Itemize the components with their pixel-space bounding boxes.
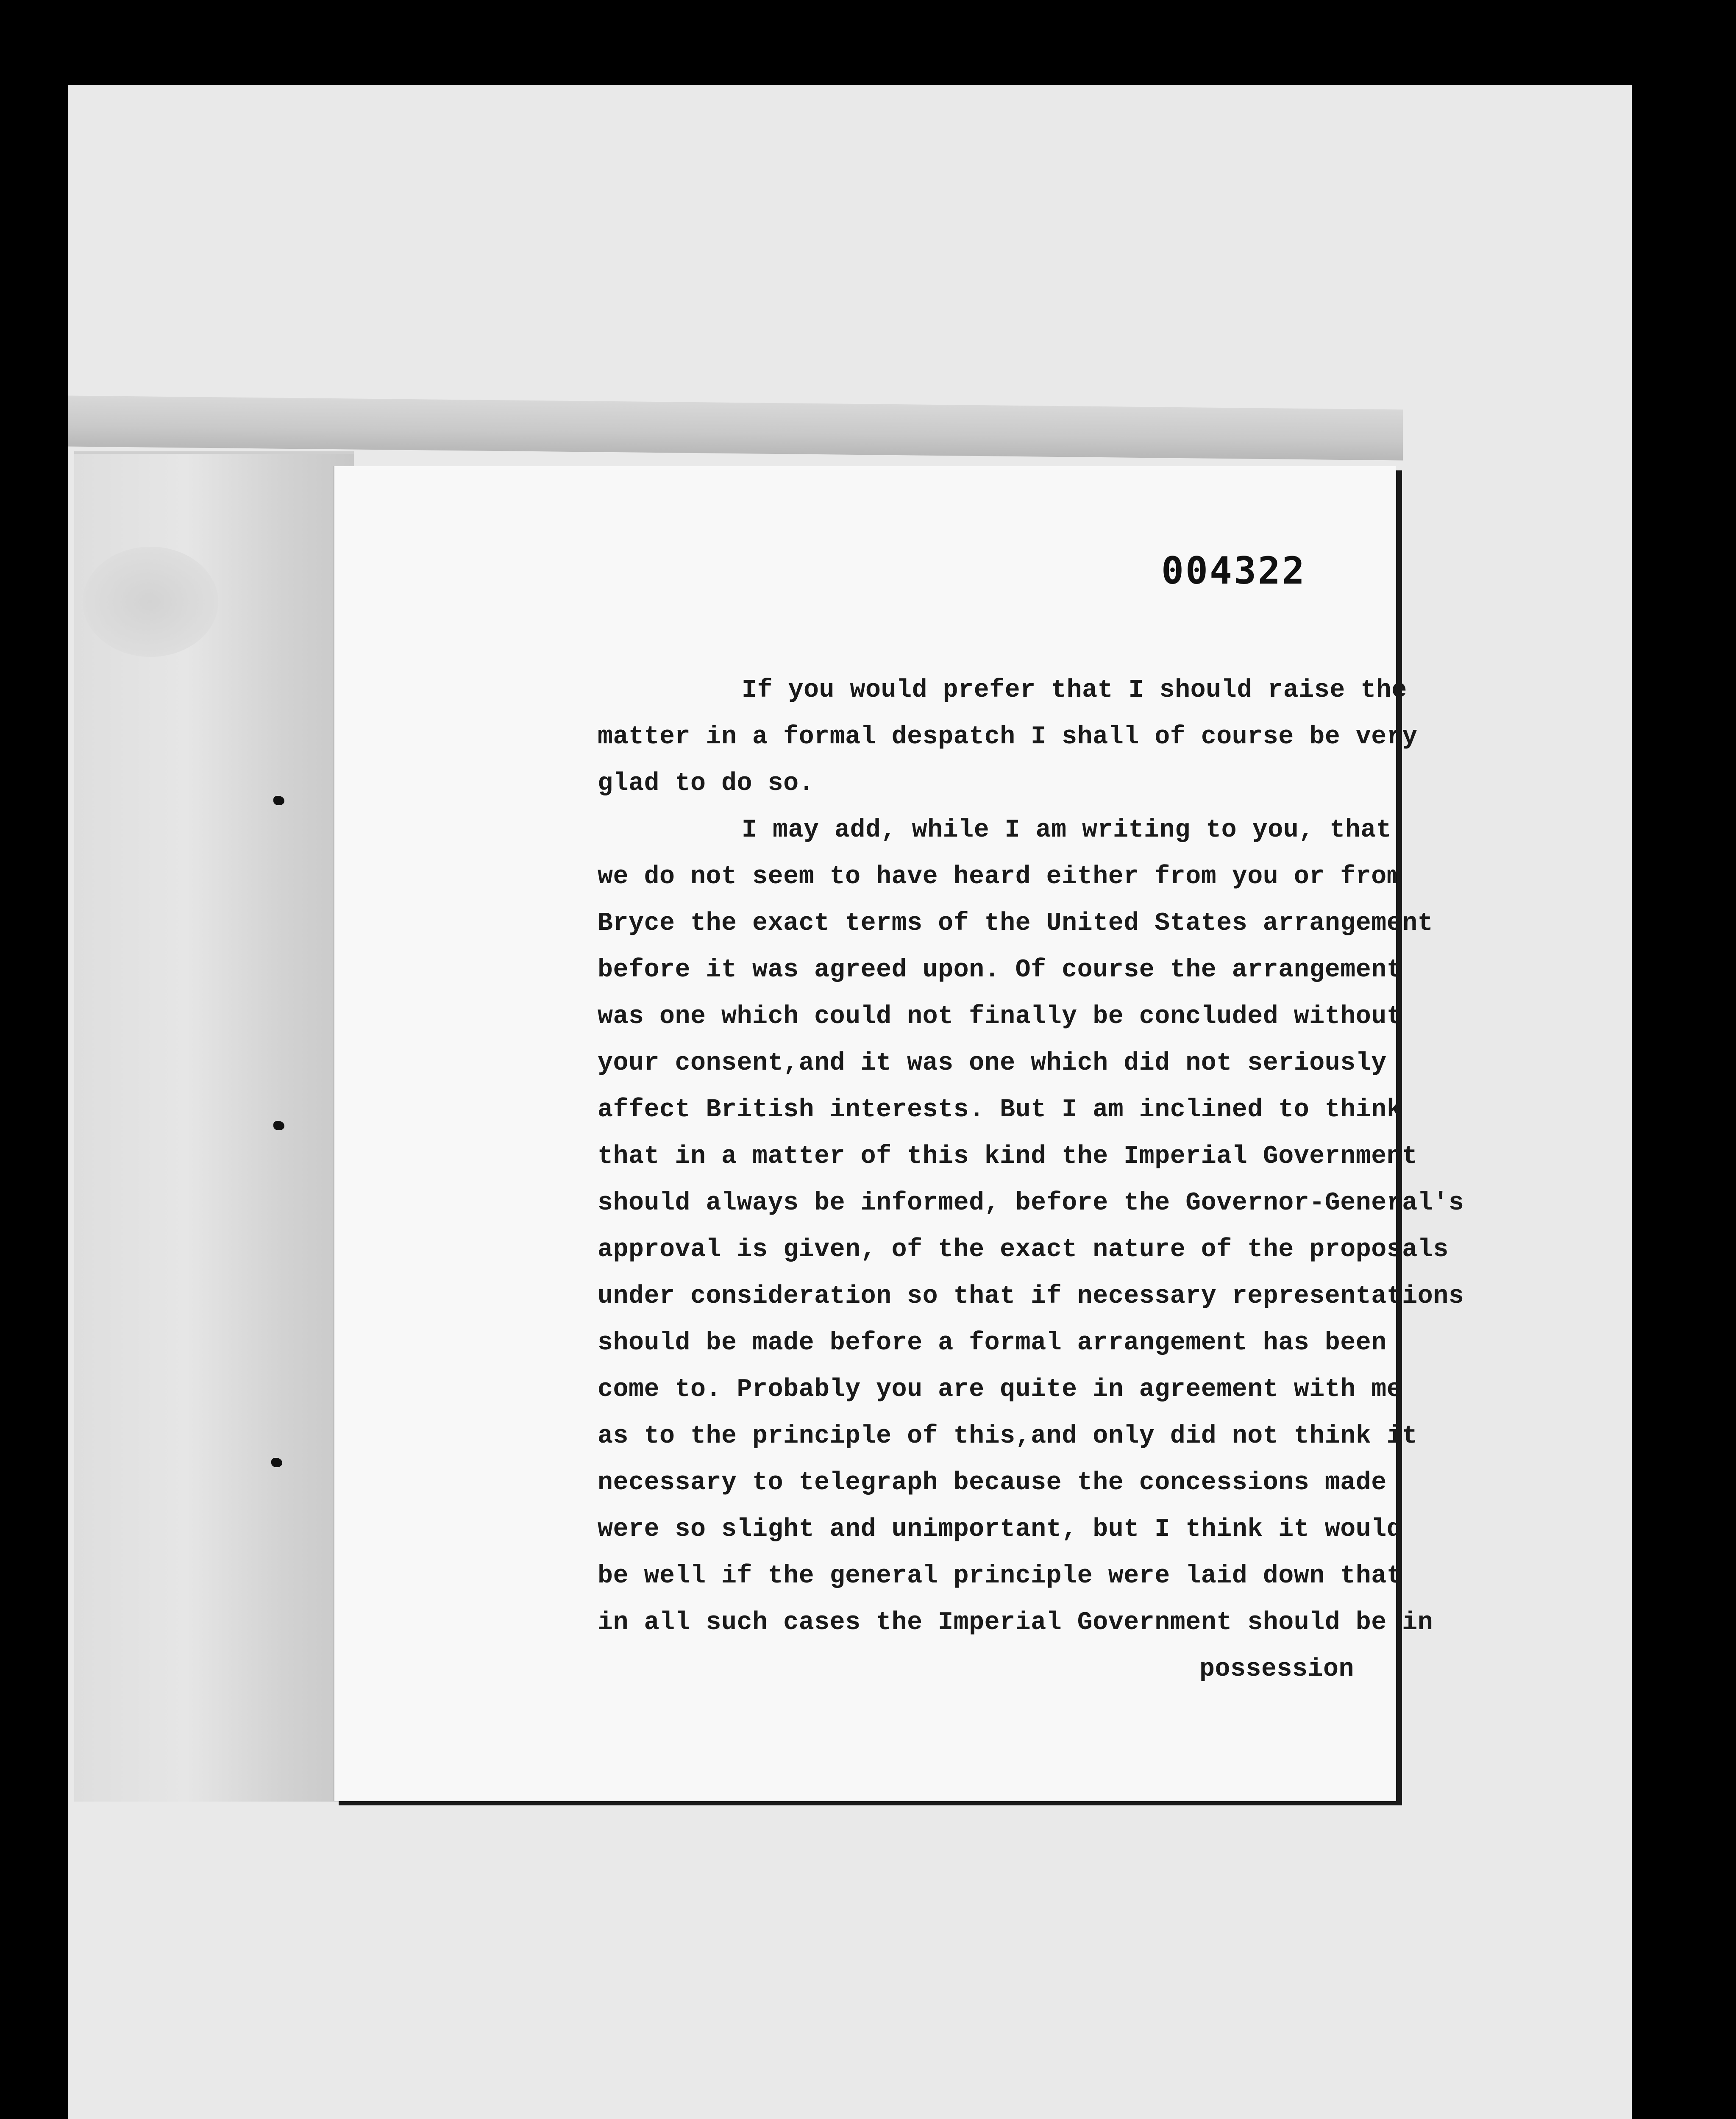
letter-line: under consideration so that if necessary representations bbox=[598, 1282, 1464, 1311]
letter-line: come to. Probably you are quite in agreement with me bbox=[598, 1375, 1402, 1404]
letter-line: matter in a formal despatch I shall of course be very bbox=[598, 723, 1418, 751]
letter-line: glad to do so. bbox=[598, 769, 815, 798]
letter-line: necessary to telegraph because the concessions made bbox=[598, 1468, 1387, 1497]
embossed-seal bbox=[83, 547, 218, 657]
punch-hole bbox=[271, 1458, 282, 1467]
letter-line: that in a matter of this kind the Imperial Government bbox=[598, 1142, 1418, 1171]
letter-line: should be made before a formal arrangement has been bbox=[598, 1329, 1387, 1357]
document-number: 004322 bbox=[1161, 549, 1306, 592]
letter-line: possession bbox=[1199, 1655, 1355, 1684]
letter-line: If you would prefer that I should raise the bbox=[742, 676, 1407, 705]
punch-hole bbox=[273, 796, 284, 805]
letter-line: were so slight and unimportant, but I think it would bbox=[598, 1515, 1402, 1544]
letter-line: in all such cases the Imperial Government should be in bbox=[598, 1608, 1433, 1637]
letter-line: approval is given, of the exact nature of the proposals bbox=[598, 1235, 1449, 1264]
punch-hole bbox=[273, 1121, 284, 1130]
letter-line: as to the principle of this,and only did not think it bbox=[598, 1422, 1418, 1451]
letter-line: Bryce the exact terms of the United States arrangement bbox=[598, 909, 1433, 938]
letter-line: your consent,and it was one which did not seriously bbox=[598, 1049, 1387, 1078]
letter-page bbox=[333, 466, 1396, 1801]
letter-line: should always be informed, before the Governor-General's bbox=[598, 1189, 1464, 1218]
letter-line: we do not seem to have heard either from you or from bbox=[598, 862, 1402, 891]
letter-line: I may add, while I am writing to you, that bbox=[742, 816, 1392, 845]
letter-line: affect British interests. But I am inclined to think bbox=[598, 1096, 1402, 1124]
letter-line: be well if the general principle were laid down that bbox=[598, 1562, 1402, 1591]
binder-sheet bbox=[74, 451, 354, 1802]
letter-line: was one which could not finally be concluded without bbox=[598, 1002, 1402, 1031]
letter-line: before it was agreed upon. Of course the arrangement bbox=[598, 956, 1402, 984]
